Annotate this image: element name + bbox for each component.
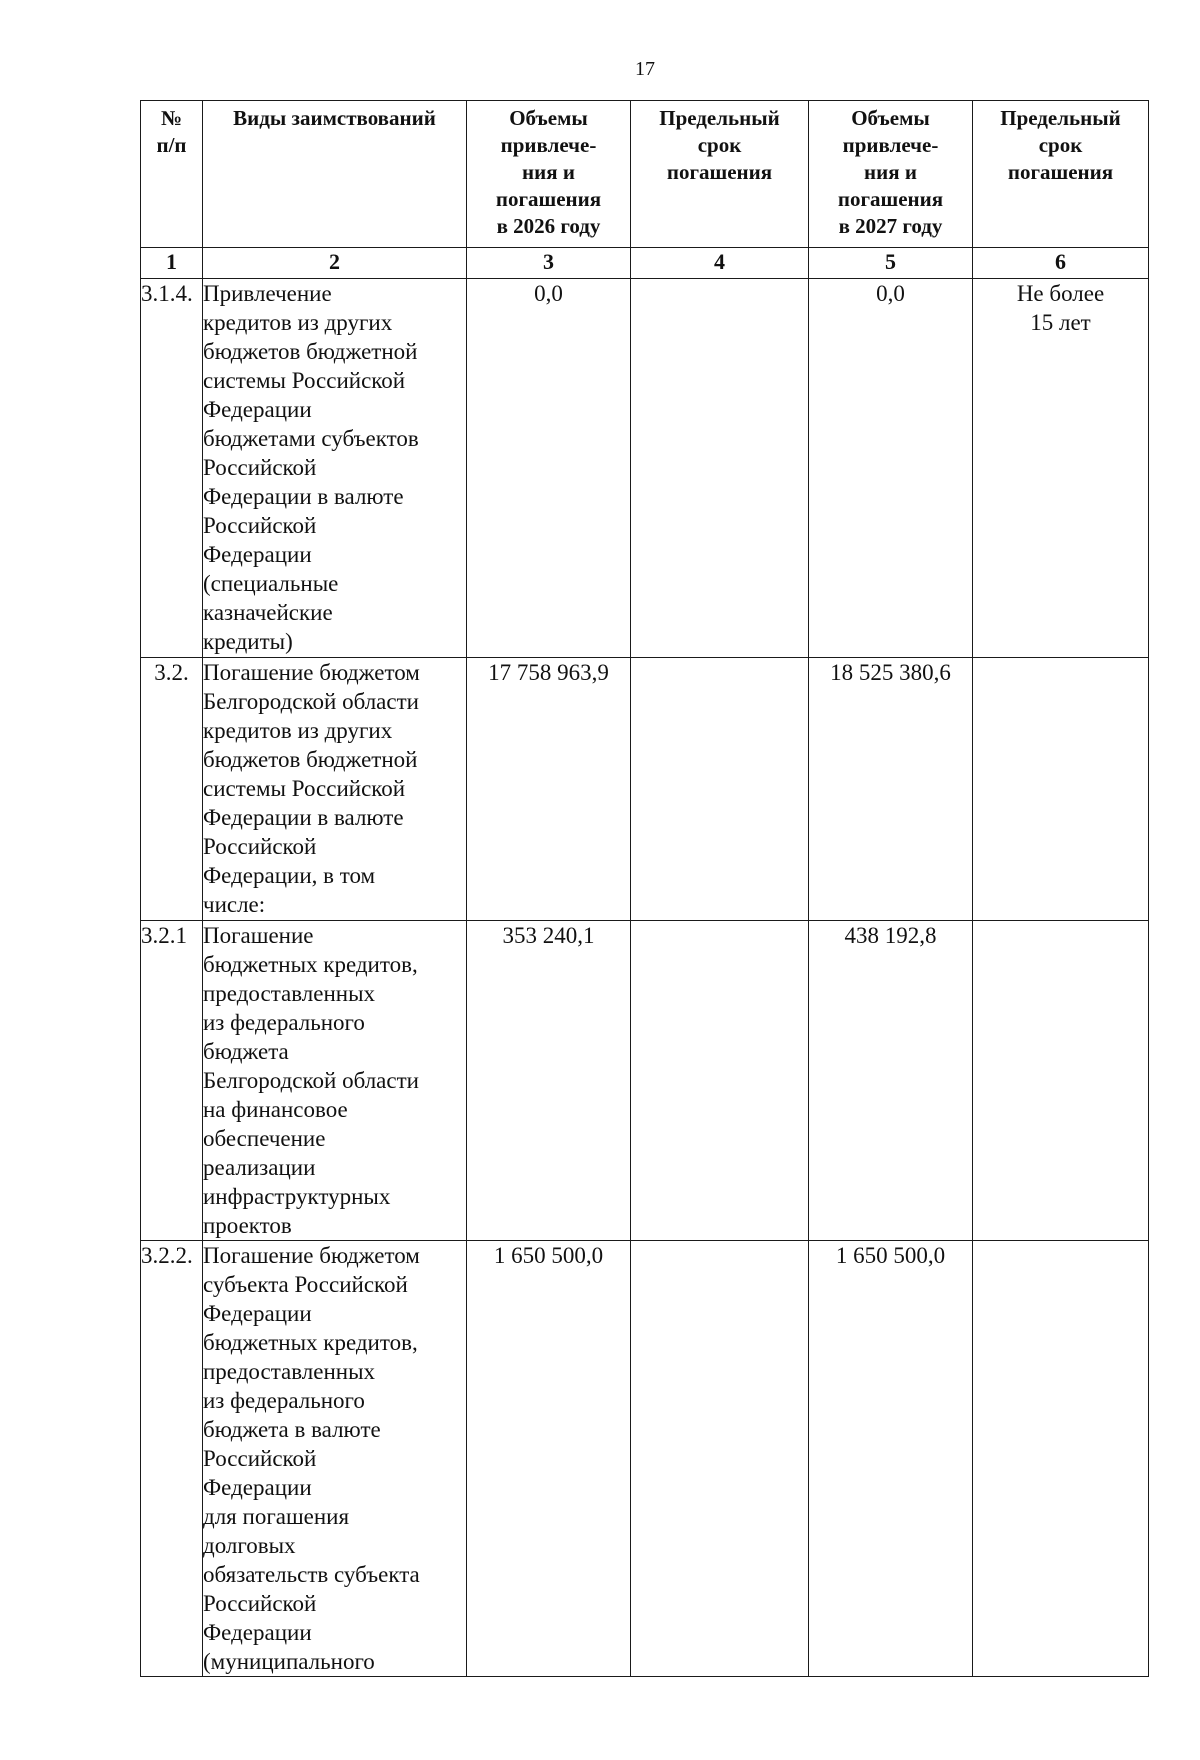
header-number: № п/п bbox=[141, 101, 203, 248]
row-number: 3.2.1 bbox=[141, 921, 203, 1241]
column-number: 1 bbox=[141, 248, 203, 279]
row-term-2026 bbox=[631, 658, 809, 921]
column-number-row bbox=[141, 248, 1149, 279]
column-number: 5 bbox=[809, 248, 973, 279]
table-row bbox=[141, 921, 1149, 1241]
row-number: 3.2. bbox=[141, 658, 203, 921]
column-number: 4 bbox=[631, 248, 809, 279]
table-row bbox=[141, 658, 1149, 921]
row-number: 3.1.4. bbox=[141, 279, 203, 658]
table-header-row bbox=[141, 101, 1149, 248]
row-volume-2027: 0,0 bbox=[809, 279, 973, 658]
row-volume-2027: 18 525 380,6 bbox=[809, 658, 973, 921]
row-number: 3.2.2. bbox=[141, 1241, 203, 1677]
row-borrowing-type: Погашение бюджетных кредитов, предоставленных из федерального бюджета Белгородской области на финансовое обеспечение реализации инфраструктурных проектов bbox=[203, 921, 467, 1241]
row-volume-2026: 0,0 bbox=[467, 279, 631, 658]
row-term-2027: Не более 15 лет bbox=[973, 279, 1149, 658]
header-volume-2027: Объемы привлече- ния и погашения в 2027 году bbox=[809, 101, 973, 248]
row-term-2027 bbox=[973, 921, 1149, 1241]
header-term-2026: Предельный срок погашения bbox=[631, 101, 809, 248]
row-term-2026 bbox=[631, 1241, 809, 1677]
borrowing-table bbox=[140, 100, 1149, 1677]
header-borrowing-type: Виды заимствований bbox=[203, 101, 467, 248]
row-borrowing-type: Привлечение кредитов из других бюджетов бюджетной системы Российской Федерации бюджетами субъектов Российской Федерации в валюте Российской Федерации (специальные казначейские кредиты) bbox=[203, 279, 467, 658]
row-term-2027 bbox=[973, 658, 1149, 921]
row-volume-2026: 17 758 963,9 bbox=[467, 658, 631, 921]
row-volume-2026: 353 240,1 bbox=[467, 921, 631, 1241]
page-number: 17 bbox=[635, 58, 655, 80]
header-volume-2026: Объемы привлече- ния и погашения в 2026 году bbox=[467, 101, 631, 248]
row-term-2027 bbox=[973, 1241, 1149, 1677]
table-row bbox=[141, 279, 1149, 658]
table-row bbox=[141, 1241, 1149, 1677]
header-term-2027: Предельный срок погашения bbox=[973, 101, 1149, 248]
column-number: 2 bbox=[203, 248, 467, 279]
column-number: 6 bbox=[973, 248, 1149, 279]
row-volume-2027: 438 192,8 bbox=[809, 921, 973, 1241]
row-borrowing-type: Погашение бюджетом Белгородской области кредитов из других бюджетов бюджетной системы Российской Федерации в валюте Российской Федерации, в том числе: bbox=[203, 658, 467, 921]
column-number: 3 bbox=[467, 248, 631, 279]
row-term-2026 bbox=[631, 921, 809, 1241]
row-term-2026 bbox=[631, 279, 809, 658]
row-borrowing-type: Погашение бюджетом субъекта Российской Федерации бюджетных кредитов, предоставленных из федерального бюджета в валюте Российской Федерации для погашения долговых обязательств субъекта Российской Федерации (муниципального bbox=[203, 1241, 467, 1677]
row-volume-2026: 1 650 500,0 bbox=[467, 1241, 631, 1677]
row-volume-2027: 1 650 500,0 bbox=[809, 1241, 973, 1677]
